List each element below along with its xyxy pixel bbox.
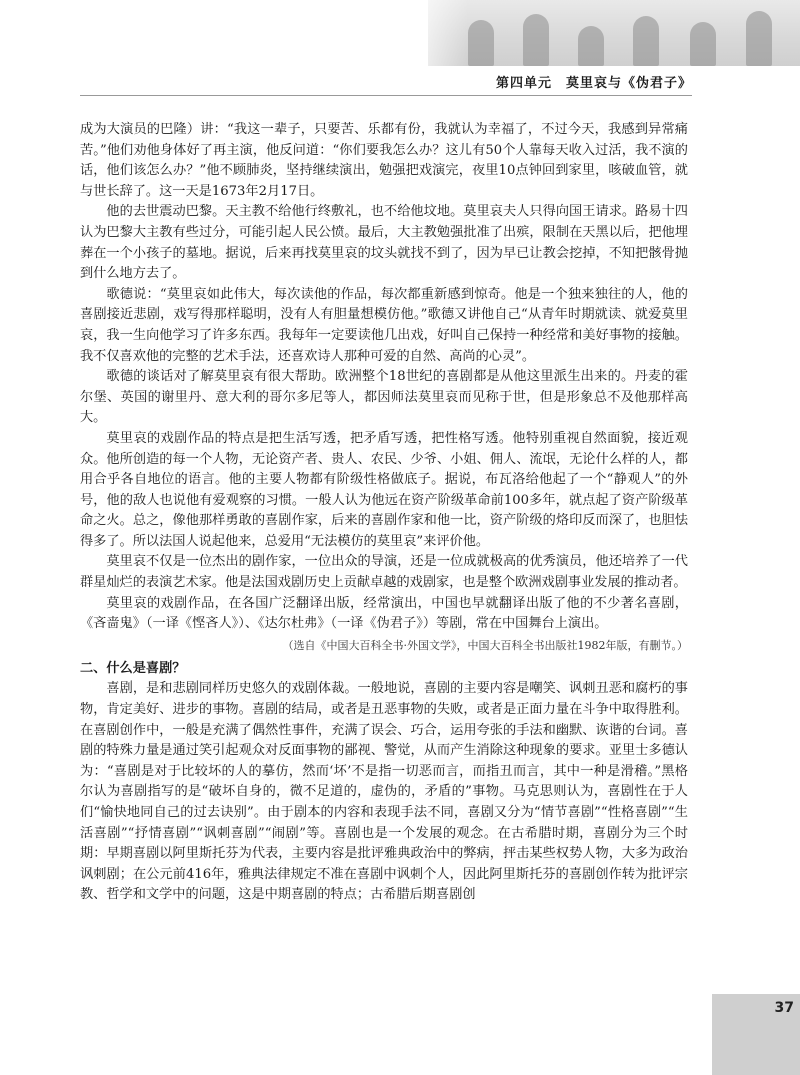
header-figure-silhouette — [633, 16, 659, 66]
page-number: 37 — [774, 1000, 794, 1016]
body-paragraph: 歌德说：“莫里哀如此伟大，每次读他的作品，每次都重新感到惊奇。他是一个独来独往的人，他的喜剧接近悲剧，戏写得那样聪明，没有人有胆量想模仿他。”歌德又讲他自己“从青年时期就读、就爱莫里哀，我一生向他学习了许多东西。我每年一定要读他几出戏，好叫自己保持一种经常和美好事物的接触。我不仅喜欢他的完整的艺术手法，还喜欢诗人那种可爱的自然、高尚的心灵”。 — [80, 286, 688, 364]
header-figure-silhouette — [578, 26, 604, 66]
body-paragraph: 莫里哀的戏剧作品的特点是把生活写透，把矛盾写透，把性格写透。他特别重视自然面貌，接近观众。他所创造的每一个人物，无论资产者、贵人、农民、少爷、小姐、佣人、流氓，无论什么样的人，都用合乎各自地位的语言。他的主要人物都有阶级性格做底子。据说，布瓦洛给他起了一个“静观人”的外号，他的敌人也说他有爱观察的习惯。一般人认为他远在资产阶级革命前100多年，就点起了资产阶级革命之火。总之，像他那样勇敢的喜剧作家，后来的喜剧作家和他一比，资产阶级的烙印反而深了，也胆怯得多了。所以法国人说起他来，总爱用“无法模仿的莫里哀”来评价他。 — [80, 430, 688, 549]
running-header-unit-title: 第四单元 莫里哀与《伪君子》 — [495, 76, 692, 91]
header-figure-silhouette — [690, 22, 716, 66]
body-paragraph: 成为大演员的巴隆）讲：“我这一辈子，只要苦、乐都有份，我就认为幸福了，不过今天，我感到异常痛苦。”他们劝他身体好了再主演，他反问道：“你们要我怎么办？这儿有50个人靠每天收入过活，我不演的话，他们该怎么办？”他不顾肺炎，坚持继续演出，勉强把戏演完，夜里10点钟回到家里，咳破血管，就与世长辞了。这一天是1673年2月17日。 — [80, 122, 688, 199]
section-heading: 二、什么是喜剧？ — [80, 660, 186, 676]
header-light-beam — [428, 0, 468, 66]
body-paragraph: 喜剧，是和悲剧同样历史悠久的戏剧体裁。一般地说，喜剧的主要内容是嘲笑、讽刺丑恶和腐朽的事物，肯定美好、进步的事物。喜剧的结局，或者是丑恶事物的失败，或者是正面力量在斗争中取得胜利。在喜剧创作中，一般是充满了偶然性事件，充满了误会、巧合，运用夸张的手法和幽默、诙谐的台词。喜剧的特殊力量是通过笑引起观众对反面事物的鄙视、警觉，从而产生消除这种现象的要求。亚里士多德认为：“喜剧是对于比较坏的人的摹仿，然而‘坏’不是指一切恶而言，而指丑而言，其中一种是滑稽。”黑格尔认为喜剧指写的是“破坏自身的，微不足道的，虚伪的，矛盾的”事物。马克思则认为，喜剧性在于人们“愉快地同自己的过去诀别”。由于剧本的内容和表现手法不同，喜剧又分为“情节喜剧”“性格喜剧”“生活喜剧”“抒情喜剧”“讽刺喜剧”“闹剧”等。喜剧也是一个发展的观念。在古希腊时期，喜剧分为三个时期：早期喜剧以阿里斯托芬为代表，主要内容是批评雅典政治中的弊病，抨击某些权势人物，大多为政治讽刺剧；在公元前416年，雅典法律规定不准在喜剧中讽刺个人，因此阿里斯托芬的喜剧创作转为批评宗教、哲学和文学中的问题，这是中期喜剧的特点；古希腊后期喜剧创 — [80, 681, 688, 903]
page-body — [80, 120, 688, 906]
body-paragraph: 莫里哀的戏剧作品，在各国广泛翻译出版，经常演出，中国也早就翻译出版了他的不少著名喜剧，《吝啬鬼》（一译《悭吝人》）、《达尔杜弗》（一译《伪君子》）等剧，常在中国舞台上演出。 — [80, 595, 688, 632]
source-citation: （选自《中国大百科全书·外国文学》，中国大百科全书出版社1982年版，有删节。） — [282, 638, 688, 652]
header-divider — [80, 95, 692, 96]
header-illustration — [428, 0, 800, 66]
header-figure-silhouette — [468, 20, 494, 66]
header-figure-silhouette — [746, 11, 772, 66]
page-number-tab — [712, 994, 800, 1075]
body-paragraph: 莫里哀不仅是一位杰出的剧作家，一位出众的导演，还是一位成就极高的优秀演员，他还培养了一代群星灿烂的表演艺术家。他是法国戏剧历史上贡献卓越的戏剧家，也是整个欧洲戏剧事业发展的推动者。 — [80, 554, 688, 591]
body-paragraph: 歌德的谈话对了解莫里哀有很大帮助。欧洲整个18世纪的喜剧都是从他这里派生出来的。丹麦的霍尔堡、英国的谢里丹、意大利的哥尔多尼等人，都因师法莫里哀而见称于世，但是形象总不及他那样高大。 — [80, 369, 688, 426]
header-figure-silhouette — [523, 14, 549, 66]
body-paragraph: 他的去世震动巴黎。天主教不给他行终敷礼，也不给他坟地。莫里哀夫人只得向国王请求。路易十四认为巴黎大主教有些过分，可能引起人民公愤。最后，大主教勉强批准了出殡，限制在天黑以后，把他埋葬在一个小孩子的墓地。据说，后来再找莫里哀的坟头就找不到了，因为早已让教会挖掉，不知把骸骨抛到什么地方去了。 — [80, 204, 688, 282]
